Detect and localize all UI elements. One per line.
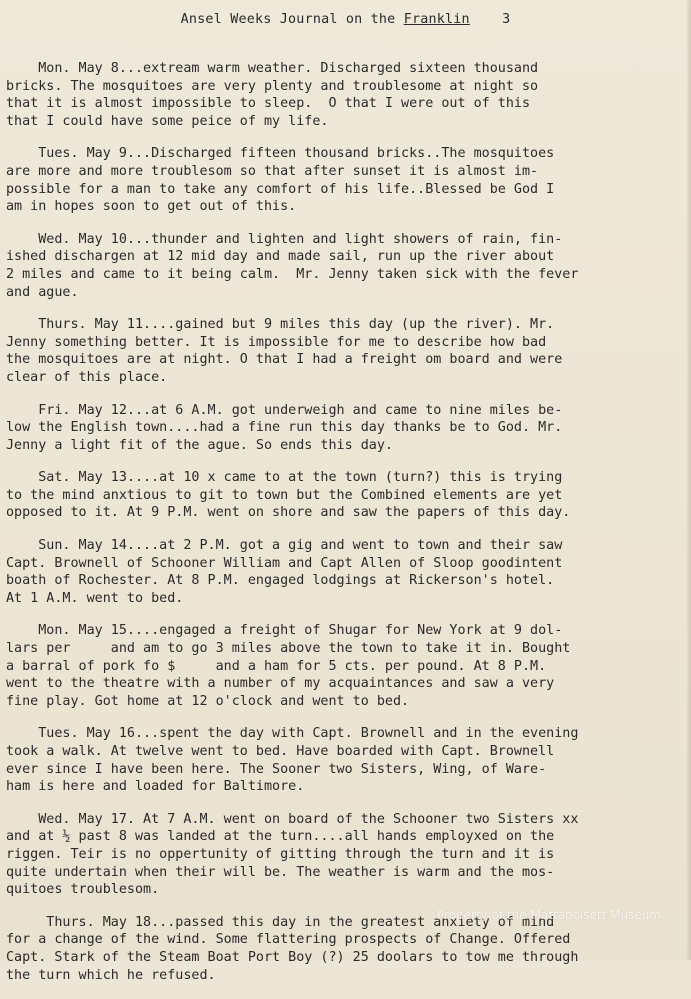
entry-may-14: Sun. May 14....at 2 P.M. got a gig and went to town and their saw Capt. Brownell of Schooner William and Capt Allen of Sloop goodintent boath of Rochester. At 8 P.M. engaged lodgings at Rickerson's hotel. At 1 A.M. went to bed. — [6, 538, 563, 606]
entry-may-12: Fri. May 12...at 6 A.M. got underweigh and came to nine miles be- low the English town....had a fine run this day thanks be to God. Mr. Jenny a light fit of the ague. So ends this day. — [6, 402, 563, 453]
journal-body — [6, 60, 688, 999]
page-edge-shadow — [686, 0, 691, 960]
entry-may-11: Thurs. May 11....gained but 9 miles this day (up the river). Mr. Jenny something better. It is impossible for me to describe how bad the mosquitoes are at night. O that I had a freight om board and were clear of this place. — [6, 317, 563, 385]
journal-title: Ansel Weeks Journal on the — [180, 12, 396, 27]
page-header — [0, 12, 691, 27]
ship-name: Franklin — [403, 12, 470, 27]
entry-may-15: Mon. May 15....engaged a freight of Shugar for New York at 9 dol- lars per and am to go 3 miles above the town to take it in. Bought a barral of pork fo $ and a ham for 5 cts. per pound. At 8 P.M. went to the theatre with a number of my acquaintances and saw a very fine play. Got home at 12 o'clock and went to bed. — [6, 623, 571, 709]
entry-may-16: Tues. May 16...spent the day with Capt. Brownell and in the evening took a walk. At twelve went to bed. Have boarded with Capt. Brownell ever since I have been here. The Sooner two Sisters, Wing, of Ware- ham is here and loaded for Baltimore. — [6, 726, 579, 795]
entry-may-13: Sat. May 13....at 10 x came to at the town (turn?) this is trying to the mind anxtious to git to town but the Combined elements are yet opposed to it. At 9 P.M. went on shore and saw the papers of this day. — [6, 470, 571, 521]
entry-may-17: Wed. May 17. At 7 A.M. went on board of the Schooner two Sisters xx and at ½ past 8 was landed at the turn....all hands employxed on the riggen. Teir is no oppertunity of gitting through the turn and it is quite undertain when their will be. The weather is warm and the mos- quitoes troublesom. — [6, 811, 579, 898]
museum-watermark: Property of the Mattapoisett Museum — [437, 908, 661, 922]
page-number: 3 — [502, 12, 511, 27]
entry-may-8: Mon. May 8...extream warm weather. Discharged sixteen thousand bricks. The mosquitoes are very plenty and troublesome at night so that it is almost impossible to sleep. O that I were out of this that I could have some peice of my life. — [6, 61, 539, 129]
entry-may-9: Tues. May 9...Discharged fifteen thousand bricks..The mosquitoes are more and more troublesom so that after sunset it is almost im- possible for a man to take any comfort of his life..Blessed be God I am in hopes soon to get out of this. — [6, 146, 555, 215]
entry-may-10: Wed. May 10...thunder and lighten and light showers of rain, fin- ished dischargen at 12 mid day and made sail, run up the river about 2 miles and came to it being calm. Mr. Jenny taken sick with the fever and ague. — [6, 231, 579, 300]
entry-may-18: Thurs. May 18...passed this day in the greatest anxiety of mind for a change of the wind. Some flattering prospects of Change. Offered Capt. Stark of the Steam Boat Port Boy (?) 25 doolars to tow me through the turn which he refused. — [6, 914, 579, 983]
